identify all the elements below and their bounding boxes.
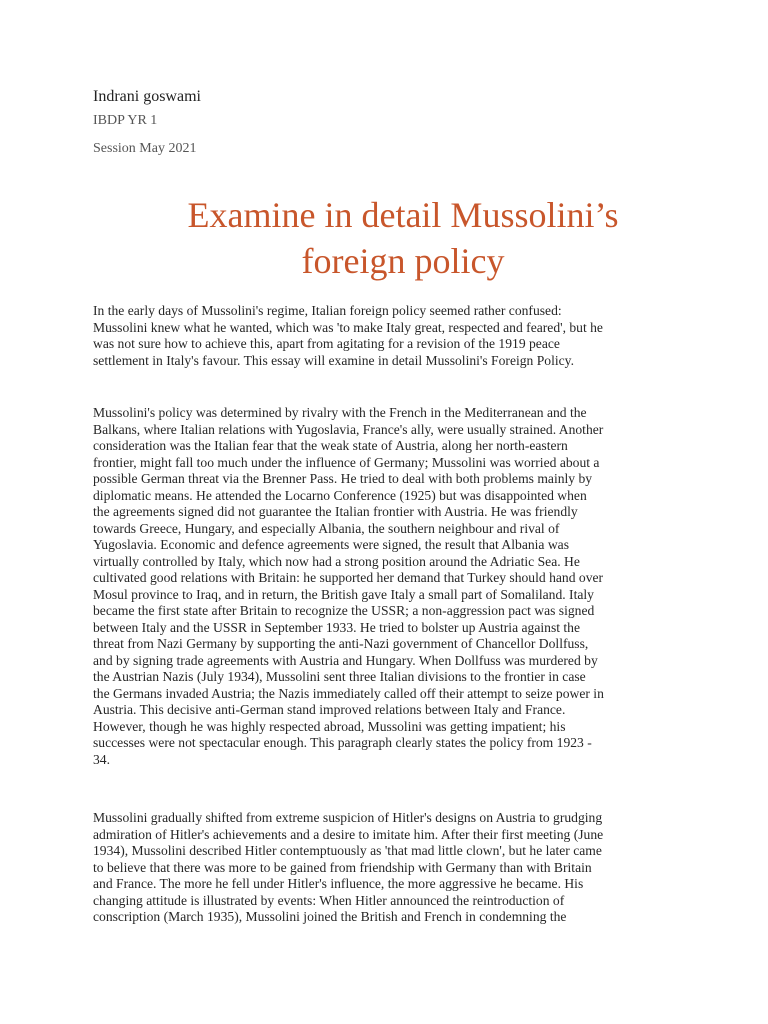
paragraph-introduction: In the early days of Mussolini's regime, Italian foreign policy seemed rather confused: Mussolini knew what he wanted, which was 'to make Italy great, respected and feared', but he was not sure how to achieve this, apart from agitating for a revision of the 1919 peace settlement in Italy's favour. This essay will examine in detail Mussolini's Foreign Policy. bbox=[93, 303, 603, 368]
author-name: Indrani goswami bbox=[93, 88, 201, 105]
essay-title bbox=[93, 192, 713, 284]
class-year: IBDP YR 1 bbox=[93, 113, 158, 128]
paragraph-shift-to-hitler: Mussolini gradually shifted from extreme suspicion of Hitler's designs on Austria to grudging admiration of Hitler's achievements and a desire to imitate him. After their first meeting (June 1934), Mussolini described Hitler contemptuously as 'that mad little clown', but he later came to believe that there was more to be gained from friendship with Germany than with Britain and France. The more he fell under Hitler's influence, the more aggressive he became. His changing attitude is illustrated by events: When Hitler announced the reintroduction of conscription (March 1935), Mussolini joined the British and French in condemning the bbox=[93, 810, 604, 924]
paragraph-policy-1923-34: Mussolini's policy was determined by rivalry with the French in the Mediterranean and the Balkans, where Italian relations with Yugoslavia, France's ally, were usually strained. Another consideration was the Italian fear that the weak state of Austria, along her north-eastern frontier, might fall too much under the influence of Germany; Mussolini was worried about a possible German threat via the Brenner Pass. He tried to deal with both problems mainly by diplomatic means. He attended the Locarno Conference (1925) but was disappointed when the agreements signed did not guarantee the Italian frontier with Austria. He was friendly towards Greece, Hungary, and especially Albania, the southern neighbour and rival of Yugoslavia. Economic and defence agreements were signed, the result that Albania was virtually controlled by Italy, which now had a strong position around the Adriatic Sea. He cultivated good relations with Britain: he supported her demand that Turkey should hand over Mosul province to Iraq, and in return, the British gave Italy a small part of Somaliland. Italy became the first state after Britain to recognize the USSR; a non-aggression pact was signed between Italy and the USSR in September 1933. He tried to bolster up Austria against the threat from Nazi Germany by supporting the anti-Nazi government of Chancellor Dollfuss, and by signing trade agreements with Austria and Hungary. When Dollfuss was murdered by the Austrian Nazis (July 1934), Mussolini sent three Italian divisions to the frontier in case the Germans invaded Austria; the Nazis immediately called off their attempt to seize power in Austria. This decisive anti-German stand improved relations between Italy and France. However, though he was highly respected abroad, Mussolini was getting impatient; his successes were not spectacular enough. This paragraph clearly states the policy from 1923 - 34. bbox=[93, 405, 604, 767]
essay-title-line-2: foreign policy bbox=[301, 241, 505, 281]
essay-title-line-1: Examine in detail Mussolini’s bbox=[187, 195, 619, 235]
essay-body bbox=[93, 303, 683, 926]
author-block bbox=[93, 86, 201, 159]
session-date: Session May 2021 bbox=[93, 141, 197, 156]
